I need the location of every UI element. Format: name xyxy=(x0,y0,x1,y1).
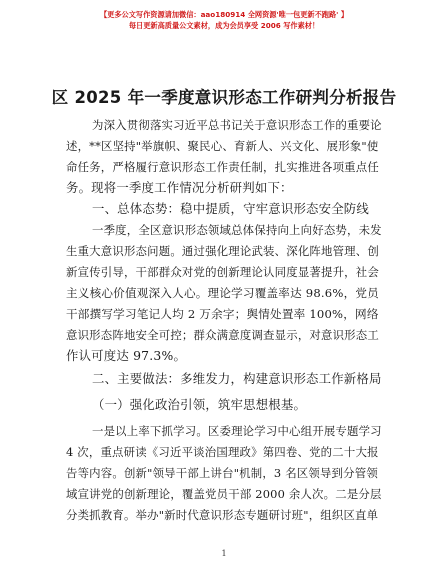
promo-banner-line-2: 每日更新高质量公文素材，成为会员享受 2006 写作素材！ xyxy=(128,21,320,30)
paragraph-line: 一季度，全区意识形态领域总体保持向上向好态势，未发 xyxy=(92,223,382,237)
paragraph-line: 生重大意识形态问题。通过强化理论武装、深化阵地管理、创 xyxy=(66,244,379,258)
paragraph-line: 4 次，重点研读《习近平谈治国理政》第四卷、党的二十大报 xyxy=(66,445,379,459)
paragraph-line: 作认可度达 97.3%。 xyxy=(66,348,187,363)
paragraph-line: 主义核心价值观深入人心。理论学习覆盖率达 98.6%，党员 xyxy=(66,286,379,300)
paragraph-line: 干部撰写学习笔记人均 2 万余字；舆情处置率 100%，网络 xyxy=(66,307,379,321)
paragraph-line: 意识形态阵地安全可控；群众满意度调查显示，对意识形态工 xyxy=(66,328,379,342)
paragraph-line: 新宣传引导，干部群众对党的创新理论认同度显著提升，社会 xyxy=(66,265,379,279)
paragraph-line: 述，**区坚持"举旗帜、聚民心、育新人、兴文化、展形象"使 xyxy=(66,139,379,153)
section-heading: 二、主要做法：多维发力，构建意识形态工作新格局 xyxy=(92,371,382,386)
paragraph-line: 分类抓教育。举办"新时代意识形态专题研讨班"，组织区直单 xyxy=(66,508,379,522)
paragraph-line: 务。现将一季度工作情况分析研判如下： xyxy=(66,180,293,195)
promo-banner-line-1: 【更多公文写作资源请加微信：aao180914 全网资源'唯一包更新不跑路' 】 xyxy=(99,10,349,19)
paragraph-line: 一是以上率下抓学习。区委理论学习中心组开展专题学习 xyxy=(92,424,382,438)
paragraph-line: 为深入贯彻落实习近平总书记关于意识形态工作的重要论 xyxy=(92,118,382,132)
page-number: 1 xyxy=(221,549,227,558)
paragraph-line: 告等内容。创新"领导干部上讲台"机制，3 名区领导到分管领 xyxy=(66,466,378,480)
paragraph-line: 命任务，严格履行意识形态工作责任制，扎实推进各项重点任 xyxy=(66,160,379,174)
section-heading: 一、总体态势：稳中提质，守牢意识形态安全防线 xyxy=(92,201,369,216)
document-title: 区 2025 年一季度意识形态工作研判分析报告 xyxy=(51,88,397,107)
paragraph-line: 域宣讲党的创新理论，覆盖党员干部 2000 余人次。二是分层 xyxy=(66,487,382,501)
subsection-heading: （一）强化政治引领，筑牢思想根基。 xyxy=(92,397,307,412)
